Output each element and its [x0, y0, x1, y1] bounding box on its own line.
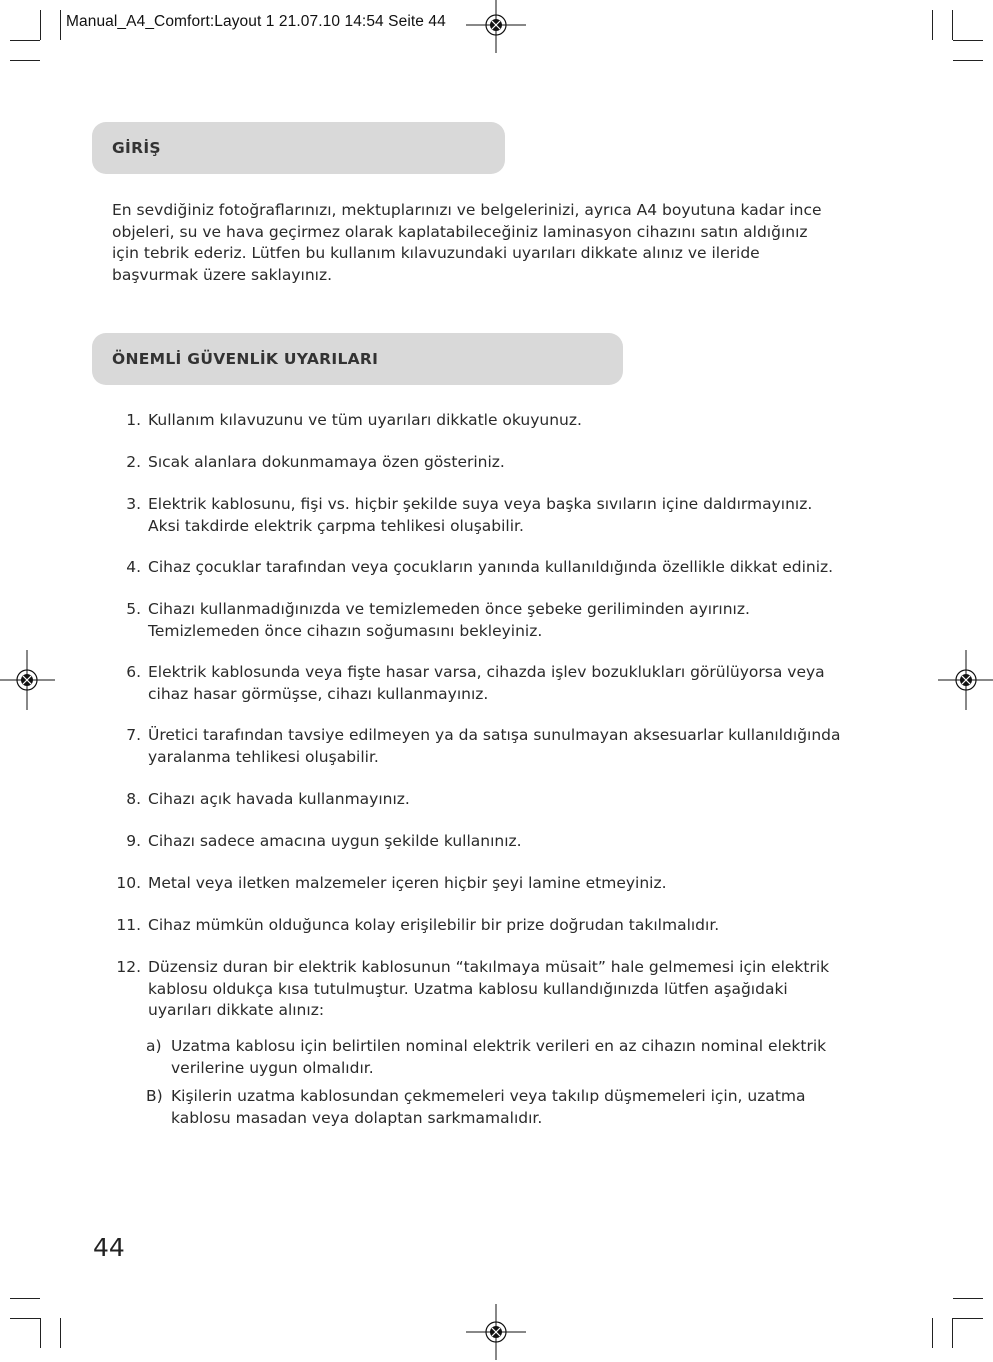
text-line: Kişilerin uzatma kablosundan çekmemeleri veya takılıp düşmemeleri için, uzatma — [171, 1087, 806, 1105]
text-line: Sıcak alanlara dokunmamaya özen gösteriniz. — [148, 453, 505, 471]
text-line: Cihaz mümkün olduğunca kolay erişilebilir bir prize doğrudan takılmalıdır. — [148, 916, 720, 934]
text-line: Temizlemeden önce cihazın soğumasını bekleyiniz. — [148, 621, 543, 640]
text-line: Cihaz çocuklar tarafından veya çocukların yanında kullanıldığında özellikle dikkat ediniz. — [148, 558, 834, 576]
crop-mark — [953, 60, 983, 61]
text-line: cihaz hasar görmüşse, cihazı kullanmayınız. — [148, 684, 489, 703]
list-number: 5. — [126, 600, 141, 618]
crop-mark — [60, 10, 61, 40]
registration-mark-icon — [936, 650, 993, 710]
text-line: yaralanma tehlikesi oluşabilir. — [148, 747, 379, 766]
list-number: 3. — [126, 495, 141, 513]
crop-mark — [60, 1318, 61, 1348]
text-line: Cihazı kullanmadığınızda ve temizlemeden önce şebeke geriliminden ayırınız. — [148, 600, 750, 618]
crop-mark — [932, 10, 933, 40]
section-heading-label: GİRİŞ — [112, 139, 161, 157]
sub-list-letter: a) — [146, 1037, 162, 1055]
list-number: 6. — [126, 663, 141, 681]
text-line: uyarıları dikkate alınız: — [148, 1001, 325, 1019]
text-line: Üretici tarafından tavsiye edilmeyen ya da satışa sunulmayan aksesuarlar kullanıldığında — [148, 726, 841, 744]
crop-mark — [952, 1318, 953, 1348]
list-number: 11. — [116, 916, 141, 934]
section-heading-intro — [92, 122, 505, 174]
list-number: 7. — [126, 726, 141, 744]
text-line: Uzatma kablosu için belirtilen nominal elektrik verileri en az cihazın nominal elektrik — [171, 1037, 827, 1055]
crop-mark — [932, 1318, 933, 1348]
text-line: kablosu masadan veya dolaptan sarkmamalıdır. — [171, 1108, 543, 1127]
crop-mark — [40, 10, 41, 40]
print-slug: Manual_A4_Comfort:Layout 1 21.07.10 14:54 Seite 44 — [66, 13, 446, 30]
text-line: Cihazı açık havada kullanmayınız. — [148, 790, 410, 808]
text-line: için tebrik ederiz. Lütfen bu kullanım kılavuzundaki uyarıları dikkate alınız ve ileride — [112, 244, 760, 262]
text-line: En sevdiğiniz fotoğraflarınızı, mektuplarınızı ve belgelerinizi, ayrıca A4 boyutuna kadar ince — [112, 201, 822, 219]
text-line: verilerine uygun olmalıdır. — [171, 1058, 374, 1077]
crop-mark — [953, 1298, 983, 1299]
crop-mark — [10, 40, 40, 41]
section-heading-safety — [92, 333, 623, 385]
list-number: 4. — [126, 558, 141, 576]
sub-list-letter: B) — [146, 1087, 163, 1105]
registration-mark-icon — [466, 0, 526, 55]
text-line: Düzensiz duran bir elektrik kablosunun “takılmaya müsait” hale gelmemesi için elektrik — [148, 958, 830, 976]
list-number: 9. — [126, 832, 141, 850]
text-line: başvurmak üzere saklayınız. — [112, 265, 333, 284]
crop-mark — [10, 60, 40, 61]
text-line: Elektrik kablosunu, fişi vs. hiçbir şekilde suya veya başka sıvıların içine daldırmayınız. — [148, 495, 813, 513]
crop-mark — [10, 1298, 40, 1299]
text-line: Elektrik kablosunda veya fişte hasar varsa, cihazda işlev bozuklukları görülüyorsa veya — [148, 663, 825, 681]
registration-mark-icon — [466, 1302, 526, 1362]
crop-mark — [953, 1318, 983, 1319]
crop-mark — [953, 40, 983, 41]
section-heading-label: ÖNEMLİ GÜVENLİK UYARILARI — [112, 350, 379, 368]
list-number: 2. — [126, 453, 141, 471]
list-number: 8. — [126, 790, 141, 808]
intro-paragraph — [112, 200, 872, 286]
text-line: Aksi takdirde elektrik çarpma tehlikesi oluşabilir. — [148, 516, 524, 535]
text-line: Cihazı sadece amacına uygun şekilde kullanınız. — [148, 832, 522, 850]
text-line: Metal veya iletken malzemeler içeren hiçbir şeyi lamine etmeyiniz. — [148, 874, 667, 892]
crop-mark — [40, 1318, 41, 1348]
list-number: 10. — [116, 874, 141, 892]
list-number: 12. — [116, 958, 141, 976]
list-number: 1. — [126, 411, 141, 429]
registration-mark-icon — [0, 650, 57, 710]
page-number: 44 — [93, 1233, 125, 1262]
text-line: objeleri, su ve hava geçirmez olarak kaplatabileceğiniz laminasyon cihazını satın aldığınız — [112, 222, 808, 241]
text-line: Kullanım kılavuzunu ve tüm uyarıları dikkatle okuyunuz. — [148, 411, 582, 429]
crop-mark — [10, 1318, 40, 1319]
text-line: kablosu oldukça kısa tutulmuştur. Uzatma kablosu kullandığınızda lütfen aşağıdaki — [148, 979, 788, 998]
crop-mark — [952, 10, 953, 40]
